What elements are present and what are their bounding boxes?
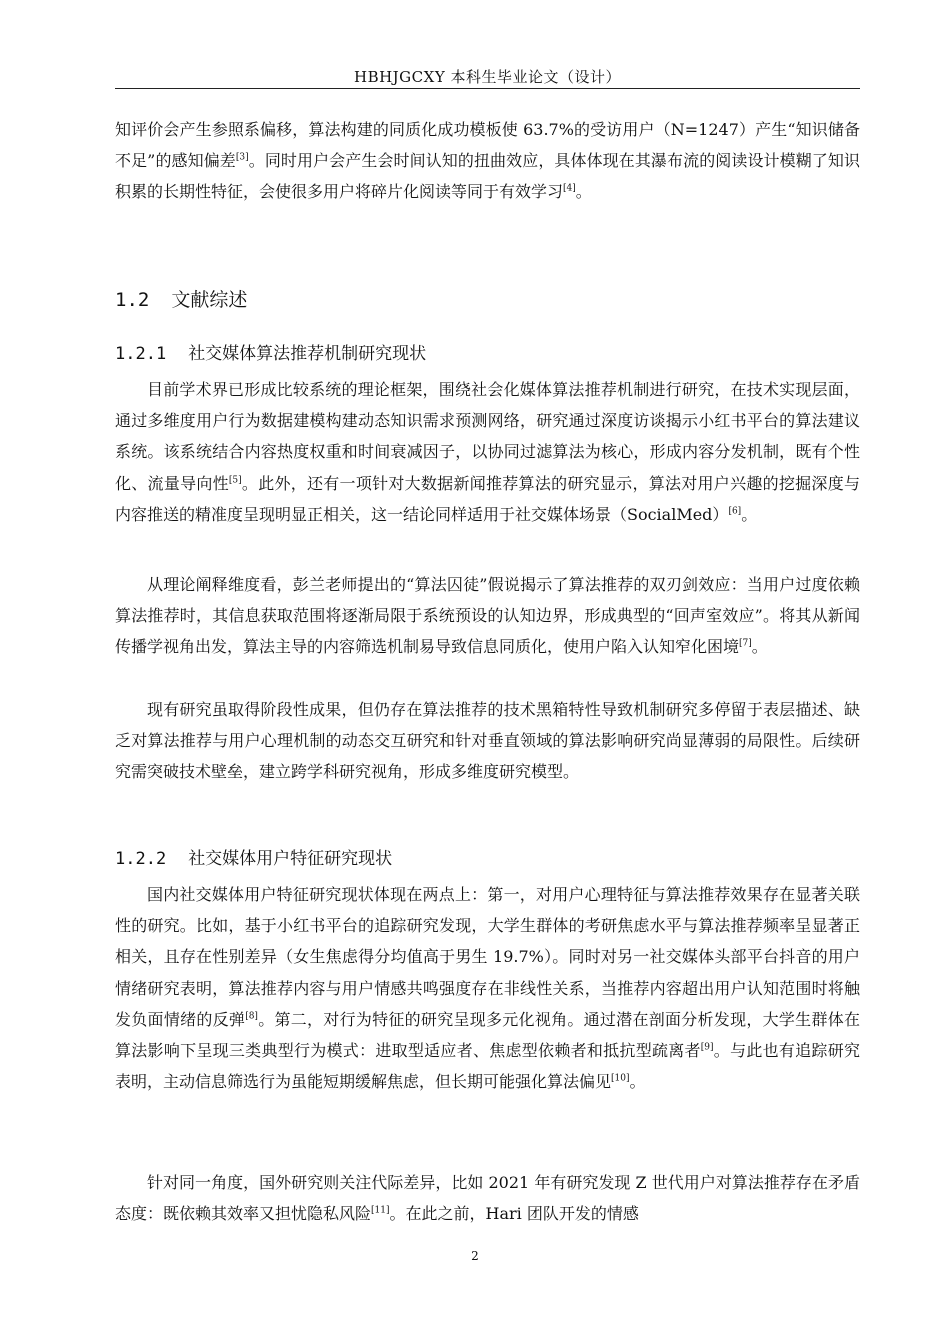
page-header: HBHJGCXY 本科生毕业论文（设计） <box>353 68 621 86</box>
section-heading-1-2 <box>115 285 860 312</box>
intro-text-2: 产生“知识储备不足”的感知偏差 <box>115 120 860 171</box>
paragraph-text: 。第二，对行为特征的研究呈现多元化视角。通过潜在剖面分析发现，大学生群体在算法影响下呈现三类典型行为模式：进取型适应者、焦虑型依赖者和抵抗型疏离者 <box>115 1009 860 1061</box>
section-title: 社交媒体用户特征研究现状 <box>188 849 393 869</box>
paragraph-text: 。与此也有追踪研究表明，主动信息筛选行为虽能短期缓解焦虑，但长期可能强化算法偏见 <box>115 1041 860 1092</box>
intro-paragraph <box>115 114 860 208</box>
intro-text-3: 。同时用户会产生会时间认知的扭曲效应，具体体现在其瀑布流的阅读设计模糊了知识积累的长期性特征，会使很多用户将碎片化阅读等同于有效学习 <box>115 151 860 202</box>
paragraph-5 <box>115 1167 860 1229</box>
paragraph-text: 。 <box>741 504 758 524</box>
paragraph-text: 从理论阐释维度看，彭兰老师提出的“算法囚徒”假说揭示了算法推荐的双刃剑效应：当用户过度依赖算法推荐时，其信息获取范围将逐渐局限于系统预设的认知边界，形成典型的“回声室效应”。将其从新闻传播学视角出发，算法主导的内容筛选机制易导致信息同质化，使用户陷入认知窄化困境 <box>115 575 860 657</box>
citation: [4] <box>563 184 576 195</box>
paragraph-text: 。 <box>629 1072 646 1092</box>
citation: [10] <box>611 1073 630 1084</box>
citation: [5] <box>228 475 242 486</box>
paragraph-text: 。在此之前，Hari 团队开发的情感 <box>389 1204 639 1224</box>
paragraph-text: 目前学术界已形成比较系统的理论框架，围绕社会化媒体算法推荐机制进行研究，在技术实现层面，通过多维度用户行为数据建模构建动态知识需求预测网络，研究通过深度访谈揭示小红书平台的算法建议系统。该系统结合内容热度权重和时间衰减因子，以协同过滤算法为核心，形成内容分发机制，既有个性化、流量导向性 <box>115 380 860 493</box>
citation: [7] <box>739 639 752 650</box>
paragraph-text: 。 <box>751 637 768 657</box>
paragraph-text: 国内社交媒体用户特征研究现状体现在两点上：第一，对用户心理特征与算法推荐效果存在显著关联性的研究。比如，基于小红书平台的追踪研究发现，大学生群体的考研焦虑水平与算法推荐频率呈显著正相关，且存在性别差异（女生焦虑得分均值高于男生 19.7%）。同时对另一社交媒体头部平台抖音的用户情绪研究表明，算法推荐内容与用户情感共鸣强度存在非线性关系，当推荐内容超出用户认知范围时将触发负面情绪的反弹 <box>115 885 860 1029</box>
section-title: 文献综述 <box>171 289 248 311</box>
paragraph-2 <box>115 569 860 663</box>
section-title: 社交媒体算法推荐机制研究现状 <box>188 344 427 364</box>
section-number: 1.2 <box>115 289 150 311</box>
section-heading-1-2-2 <box>115 844 860 869</box>
page-number: 2 <box>471 1249 479 1263</box>
paragraph-1 <box>115 374 860 530</box>
section-heading-1-2-1 <box>115 339 860 364</box>
paragraph-text: 。此外，还有一项针对大数据新闻推荐算法的研究显示，算法对用户兴趣的挖掘深度与内容推送的精准度呈现明显正相关，这一结论同样适用于社交媒体场景（SocialMed） <box>115 473 860 524</box>
section-number: 1.2.2 <box>115 849 167 869</box>
paragraph-3 <box>115 694 860 788</box>
section-number: 1.2.1 <box>115 344 167 364</box>
citation: [8] <box>245 1011 258 1022</box>
citation: [3] <box>235 152 249 163</box>
intro-text-1: 知评价会产生参照系偏移，算法构建的同质化成功模板使 63.7%的受访用户（N=1247） <box>115 120 756 139</box>
citation: [11] <box>371 1205 390 1216</box>
citation: [9] <box>700 1042 714 1053</box>
citation: [6] <box>728 506 742 517</box>
intro-text-4: 。 <box>575 182 592 202</box>
paragraph-text: 现有研究虽取得阶段性成果，但仍存在算法推荐的技术黑箱特性导致机制研究多停留于表层描述、缺乏对算法推荐与用户心理机制的动态交互研究和针对垂直领域的算法影响研究尚显薄弱的局限性。后续研究需突破技术壁垒，建立跨学科研究视角，形成多维度研究模型。 <box>115 700 860 782</box>
paragraph-text: 针对同一角度，国外研究则关注代际差异，比如 2021 年有研究发现 Z 世代用户对算法推荐存在矛盾态度：既依赖其效率又担忧隐私风险 <box>115 1173 860 1224</box>
paragraph-4 <box>115 879 860 1097</box>
header-divider <box>115 88 860 89</box>
